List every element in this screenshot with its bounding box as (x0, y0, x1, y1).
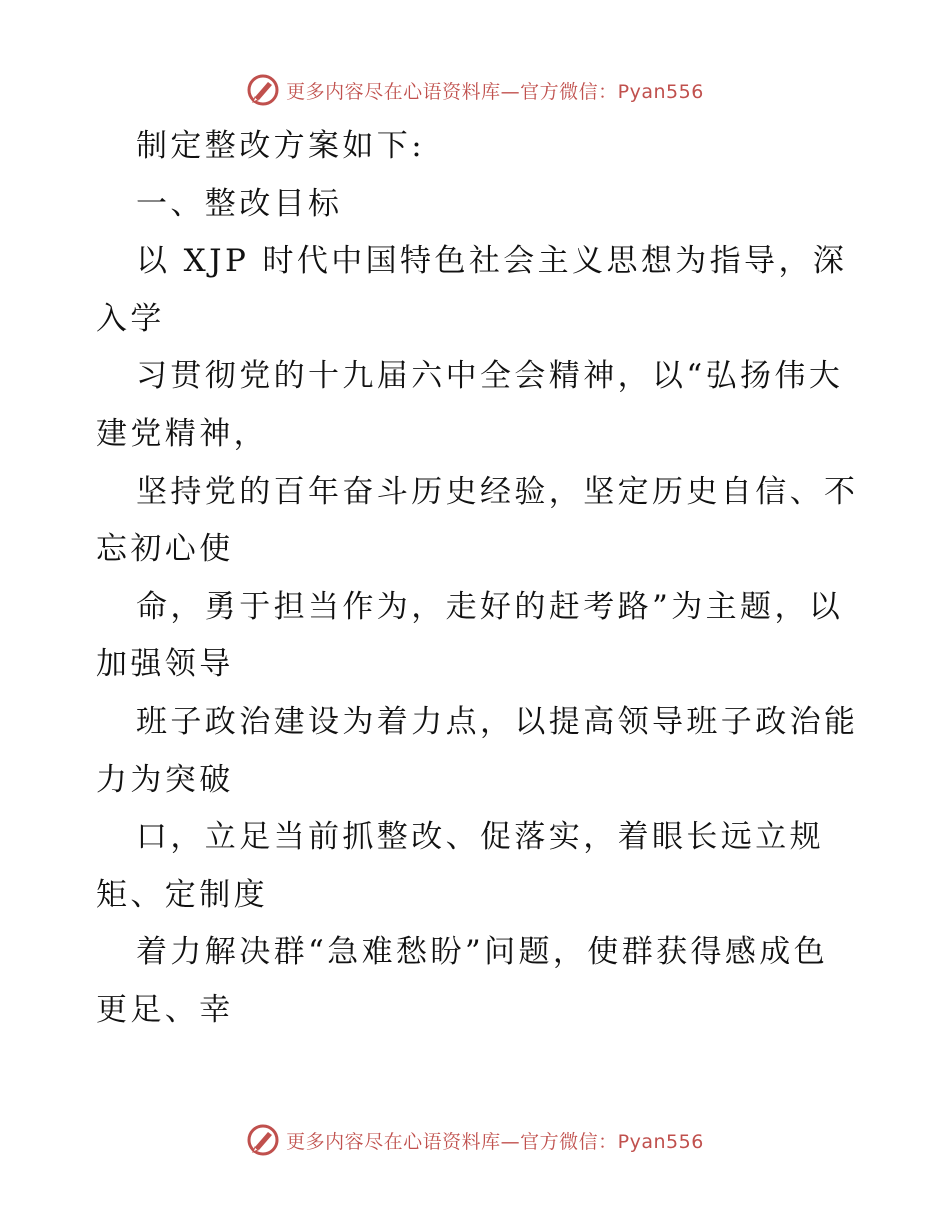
text-line: 忘初心使 (96, 531, 234, 568)
text-line: 建党精神， (96, 415, 268, 452)
document-body (96, 118, 859, 1040)
text-line: 一、整改目标 (136, 185, 343, 222)
text-line: 坚持党的百年奋斗历史经验，坚定历史自信、不 (136, 473, 859, 510)
text-line: 以 XJP 时代中国特色社会主义思想为指导，深 (136, 243, 848, 280)
text-line: 更足、幸 (96, 991, 234, 1028)
text-line: 制定整改方案如下: (136, 128, 426, 164)
text-line: 力为突破 (96, 761, 234, 798)
text-line: 习贯彻党的十九届六中全会精神，以“弘扬伟大 (136, 358, 844, 395)
text-line: 矩、定制度 (96, 876, 268, 913)
watermark-text: 更多内容尽在心语资料库—官方微信：Pyan556 (286, 80, 704, 103)
text-line: 班子政治建设为着力点，以提高领导班子政治能 (136, 703, 859, 740)
pen-logo-icon (246, 1123, 280, 1157)
header-watermark (0, 70, 950, 110)
watermark-text: 更多内容尽在心语资料库—官方微信：Pyan556 (286, 1130, 704, 1153)
text-line: 加强领导 (96, 646, 234, 683)
text-line: 着力解决群“急难愁盼”问题，使群获得感成色 (136, 934, 829, 971)
text-line: 命，勇于担当作为，走好的赶考路”为主题，以 (136, 588, 844, 625)
pen-logo-icon (246, 73, 280, 107)
text-line: 口，立足当前抓整改、促落实，着眼长远立规 (136, 819, 824, 856)
footer-watermark (0, 1120, 950, 1160)
text-line: 入学 (96, 300, 165, 337)
